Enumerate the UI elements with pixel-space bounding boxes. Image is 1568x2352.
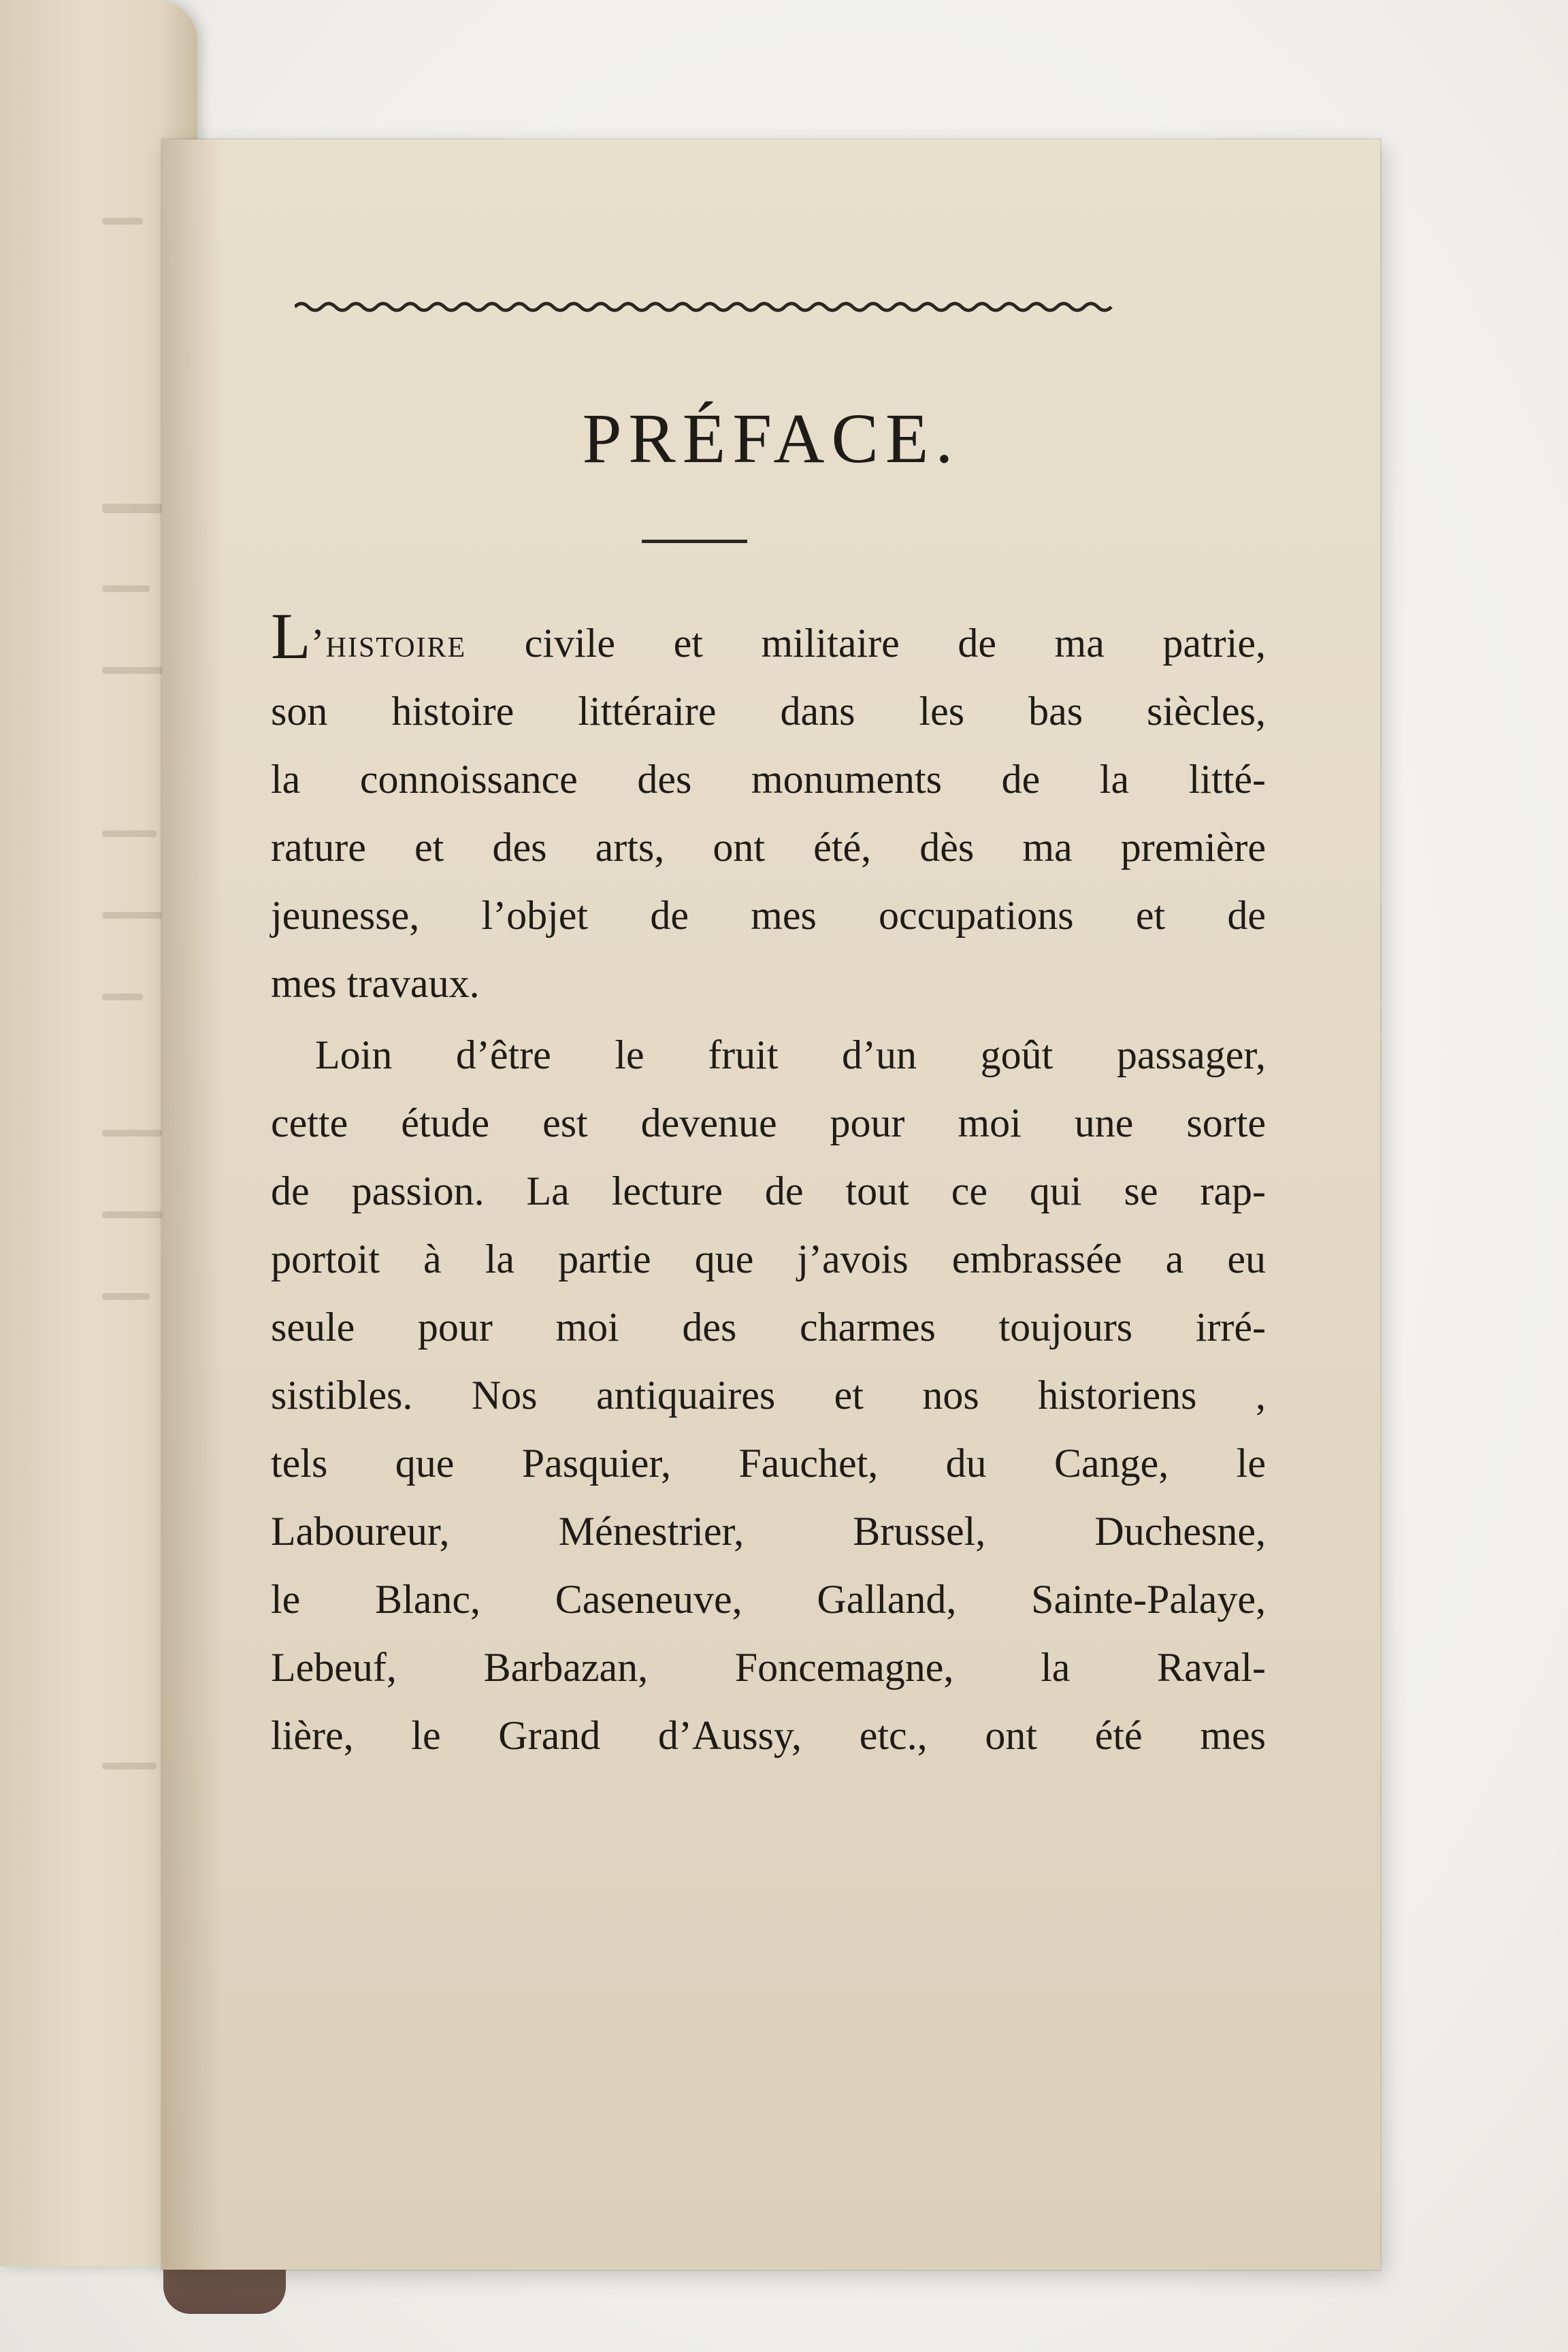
- text-line: Loin d’être le fruit d’un goût passager,: [315, 1032, 1266, 1077]
- text-line: portoit à la partie que j’avois embrassée a eu: [271, 1237, 1266, 1281]
- text-line: Laboureur, Ménestrier, Brussel, Duchesne,: [271, 1509, 1266, 1554]
- text-line: [271, 600, 1266, 677]
- paragraph-2: [271, 1021, 1266, 1769]
- body-text: [271, 600, 1266, 1769]
- text-line: de passion. La lecture de tout ce qui se rap-: [271, 1169, 1266, 1213]
- text-line: Lebeuf, Barbazan, Foncemagne, la Raval-: [271, 1645, 1266, 1690]
- text-line: jeunesse, l’objet de mes occupations et de: [271, 893, 1266, 938]
- decorative-wavy-rule: [295, 298, 1115, 316]
- text-line: la connoissance des monuments de la litté-: [271, 757, 1266, 802]
- paragraph-1: [271, 600, 1266, 1017]
- text-line: tels que Pasquier, Fauchet, du Cange, le: [271, 1441, 1266, 1486]
- text-line: sistibles. Nos antiquaires et nos historiens ,: [271, 1373, 1266, 1418]
- page-title: PRÉFACE.: [582, 399, 960, 478]
- text-line: lière, le Grand d’Aussy, etc., ont été mes: [271, 1713, 1266, 1758]
- text-line: mes travaux.: [271, 961, 480, 1006]
- text-line: le Blanc, Caseneuve, Galland, Sainte-Palaye,: [271, 1577, 1266, 1622]
- small-caps-word: ’histoire: [310, 621, 467, 666]
- text-line: seule pour moi des charmes toujours irré-: [271, 1305, 1266, 1350]
- drop-cap: L: [271, 600, 311, 672]
- title-rule: [642, 540, 747, 543]
- text-line: son histoire littéraire dans les bas siècles,: [271, 689, 1266, 734]
- text-line: rature et des arts, ont été, dès ma première: [271, 825, 1266, 870]
- text-line: cette étude est devenue pour moi une sorte: [271, 1100, 1266, 1145]
- book-page: [162, 140, 1380, 2270]
- text-line-remainder: civile et militaire de ma patrie,: [466, 621, 1266, 666]
